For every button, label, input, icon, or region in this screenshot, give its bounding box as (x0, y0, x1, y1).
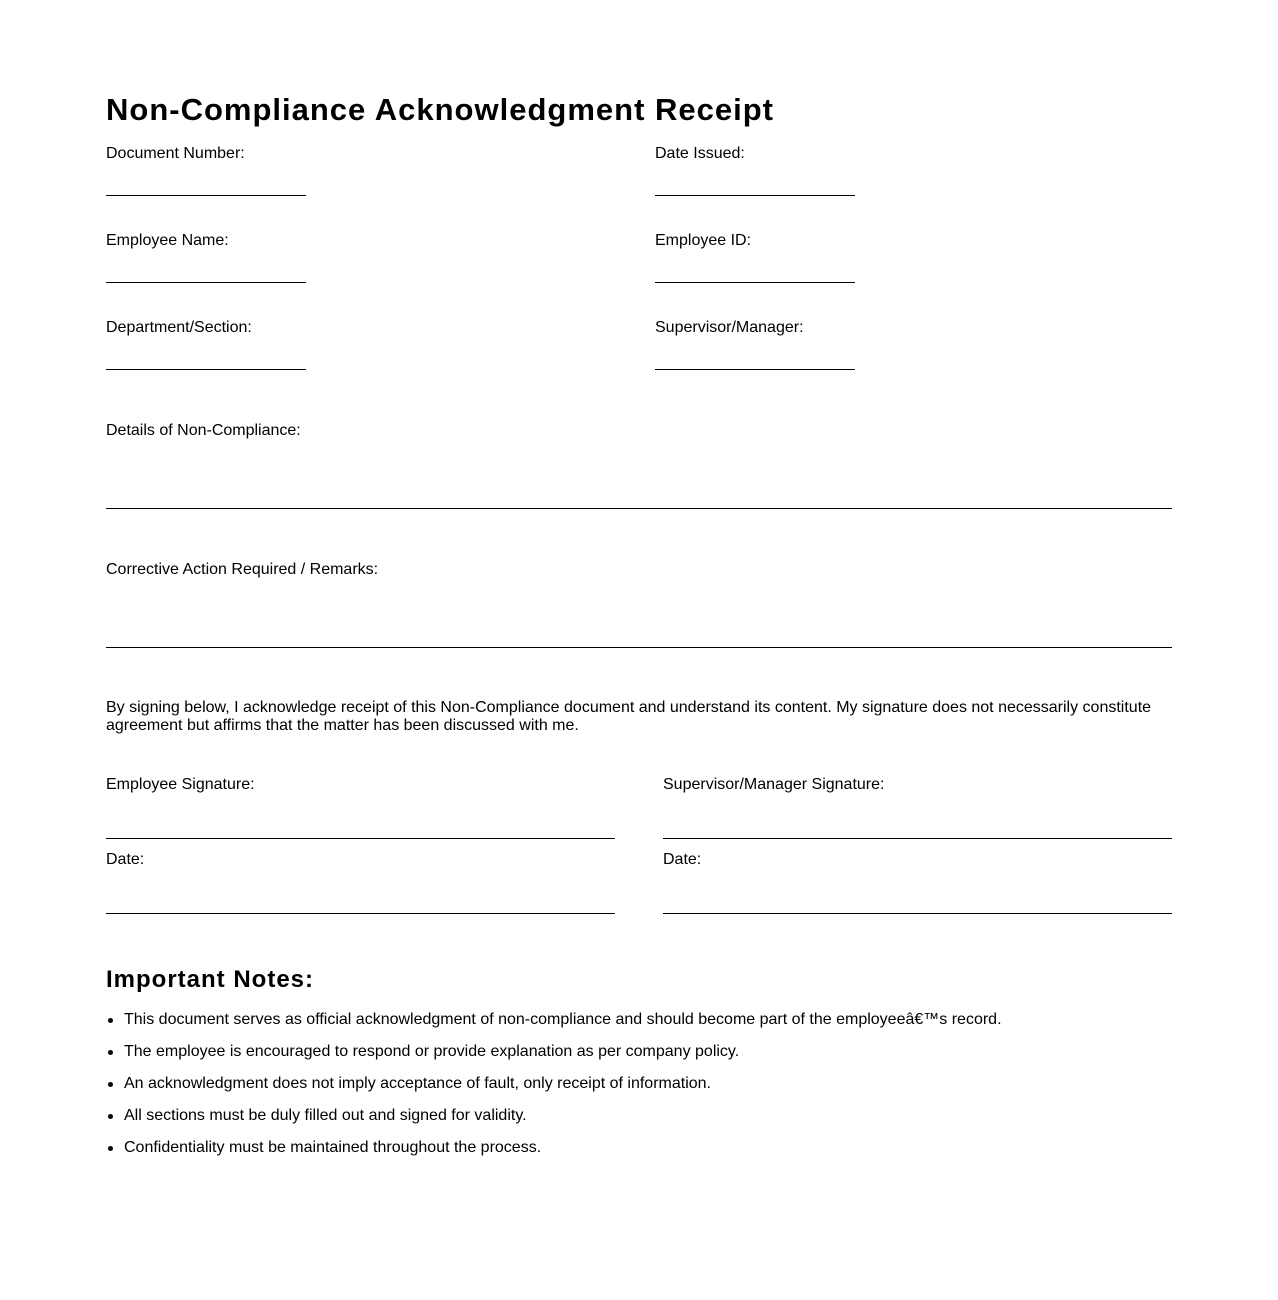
supervisor-label: Supervisor/Manager: (655, 319, 804, 336)
notes-heading: Important Notes: (106, 966, 314, 993)
corrective-action-label: Corrective Action Required / Remarks: (106, 561, 379, 578)
bullet-icon (108, 1146, 113, 1151)
employee-date-field[interactable] (106, 913, 615, 914)
document-number-field[interactable] (106, 195, 306, 196)
date-issued-field[interactable] (655, 195, 855, 196)
note-text: All sections must be duly filled out and signed for validity. (124, 1107, 527, 1124)
employee-signature-label: Employee Signature: (106, 776, 255, 793)
note-text: The employee is encouraged to respond or provide explanation as per company policy. (124, 1043, 740, 1060)
acknowledgment-text: By signing below, I acknowledge receipt of this Non-Compliance document and understand its content. My signature does not necessarily constitute agreement but affirms that the matter has been discussed with me. (106, 699, 1152, 734)
note-text: An acknowledgment does not imply acceptance of fault, only receipt of information. (124, 1075, 711, 1092)
employee-signature-field[interactable] (106, 838, 615, 839)
supervisor-date-label: Date: (663, 851, 702, 868)
supervisor-date-field[interactable] (663, 913, 1172, 914)
note-text: This document serves as official acknowledgment of non-compliance and should become part of the employeeâ€™s record. (124, 1011, 1002, 1028)
employee-name-label: Employee Name: (106, 232, 229, 249)
corrective-action-field[interactable] (106, 647, 1172, 648)
bullet-icon (108, 1018, 113, 1023)
bullet-icon (108, 1050, 113, 1055)
supervisor-signature-field[interactable] (663, 838, 1172, 839)
details-label: Details of Non-Compliance: (106, 422, 301, 439)
employee-id-label: Employee ID: (655, 232, 752, 249)
page-title: Non-Compliance Acknowledgment Receipt (106, 92, 774, 127)
list-item (106, 1043, 1002, 1075)
list-item (106, 1011, 1002, 1043)
department-field[interactable] (106, 369, 306, 370)
details-field[interactable] (106, 508, 1172, 509)
bullet-icon (108, 1114, 113, 1119)
list-item (106, 1075, 1002, 1107)
department-label: Department/Section: (106, 319, 252, 336)
list-item (106, 1139, 1002, 1171)
date-issued-label: Date Issued: (655, 145, 745, 162)
note-text: Confidentiality must be maintained throughout the process. (124, 1139, 542, 1156)
employee-date-label: Date: (106, 851, 145, 868)
supervisor-field[interactable] (655, 369, 855, 370)
notes-list (106, 1011, 1002, 1171)
employee-name-field[interactable] (106, 282, 306, 283)
document-number-label: Document Number: (106, 145, 245, 162)
list-item (106, 1107, 1002, 1139)
supervisor-signature-label: Supervisor/Manager Signature: (663, 776, 885, 793)
bullet-icon (108, 1082, 113, 1087)
employee-id-field[interactable] (655, 282, 855, 283)
